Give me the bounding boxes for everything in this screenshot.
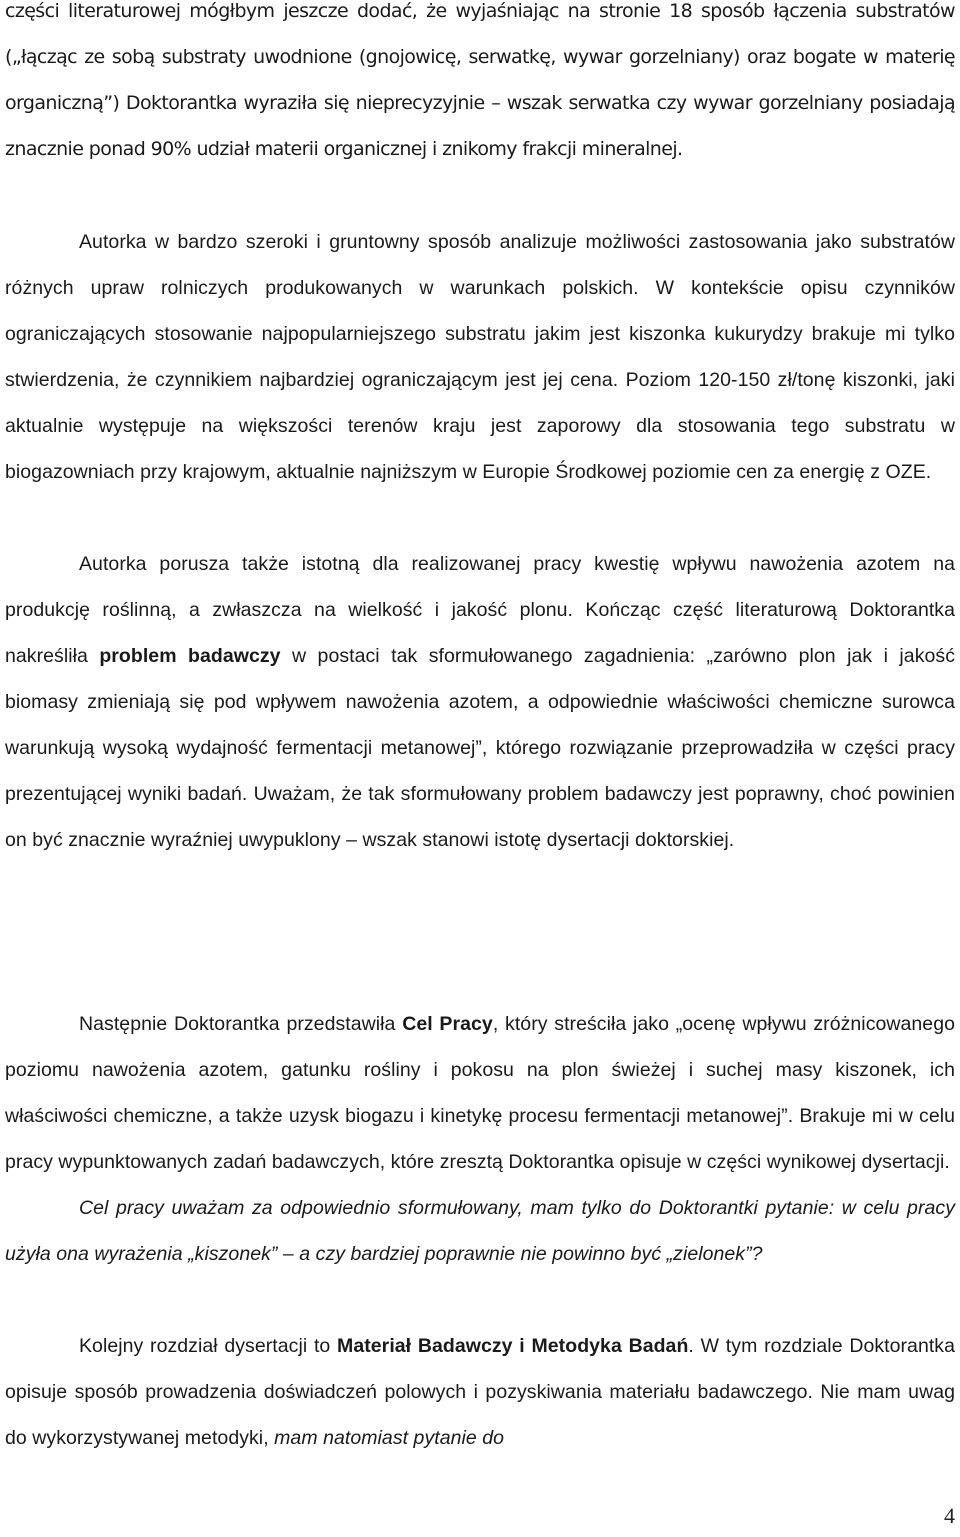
bold-term-methods: Materiał Badawczy i Metodyka Badań	[337, 1335, 689, 1357]
paragraph-aim	[5, 1001, 955, 1185]
bold-term-aim: Cel Pracy	[402, 1013, 493, 1035]
page-number: 4	[944, 1503, 955, 1528]
paragraph-text: , który streściła jako „ocenę wpływu zróżnicowanego poziomu nawożenia azotem, gatunku rośliny i pokosu na plon świeżej i suchej masy kiszonek, ich właściwości chemiczne, a także uzysk biogazu i kinetykę procesu fermentacji metanowej”. Brakuje mi w celu pracy wypunktowanych zadań badawczych, które zresztą Doktorantka opisuje w części wynikowej dysertacji.	[5, 1013, 955, 1173]
paragraph-intro: części literaturowej mógłbym jeszcze dodać, że wyjaśniając na stronie 18 sposób łączenia substratów („łącząc ze sobą substraty uwodnione (gnojowicę, serwatkę, wywar gorzelniany) oraz bogate w materię organiczną”) Doktorantka wyraziła się nieprecyzyjnie – wszak serwatka czy wywar gorzelniany posiadają znacznie ponad 90% udział materii organicznej i znikomy frakcji mineralnej.	[5, 0, 955, 160]
bold-term-problem: problem badawczy	[99, 645, 281, 667]
paragraph-question	[5, 1185, 955, 1277]
paragraph-text: . W tym rozdziale Doktorantka opisuje sposób prowadzenia doświadczeń polowych i pozyskiwania materiału badawczego. Nie mam uwag do wykorzystywanej metodyki,	[5, 1335, 956, 1449]
paragraph-research-problem	[5, 541, 955, 863]
italic-question: Cel pracy uważam za odpowiednio sformułowany, mam tylko do Doktorantki pytanie: w celu pracy użyła ona wyrażenia „kiszonek” – a czy bardziej poprawnie nie powinno być „zielonek”?	[5, 1197, 955, 1265]
paragraph-methods	[5, 1323, 955, 1461]
paragraph-text: Następnie Doktorantka przedstawiła	[79, 1013, 403, 1035]
italic-text: mam natomiast pytanie do	[274, 1427, 505, 1449]
paragraph-text: Kolejny rozdział dysertacji to	[79, 1335, 338, 1357]
paragraph-text: w postaci tak sformułowanego zagadnienia: „zarówno plon jak i jakość biomasy zmieniają się pod wpływem nawożenia azotem, a odpowiednie właściwości chemiczne surowca warunkują wysoką wydajność fermentacji metanowej”, którego rozwiązanie przeprowadziła w części pracy prezentującej wyniki badań. Uważam, że tak sformułowany problem badawczy jest poprawny, choć powinien on być znacznie wyraźniej uwypuklony – wszak stanowi istotę dysertacji doktorskiej.	[5, 645, 955, 851]
paragraph-substrates: Autorka w bardzo szeroki i gruntowny sposób analizuje możliwości zastosowania jako substratów różnych upraw rolniczych produkowanych w warunkach polskich. W kontekście opisu czynników ograniczających stosowanie najpopularniejszego substratu jakim jest kiszonka kukurydzy brakuje mi tylko stwierdzenia, że czynnikiem najbardziej ograniczającym jest jej cena. Poziom 120-150 zł/tonę kiszonki, jaki aktualnie występuje na większości terenów kraju jest zaporowy dla stosowania tego substratu w biogazowniach przy krajowym, aktualnie najniższym w Europie Środkowej poziomie cen za energię z OZE.	[5, 231, 955, 483]
paragraph-text: Autorka porusza także istotną dla realizowanej pracy kwestię wpływu nawożenia azotem na produkcję roślinną, a zwłaszcza na wielkość i jakość plonu. Kończąc część literaturową Doktorantka nakreśliła	[5, 553, 955, 667]
